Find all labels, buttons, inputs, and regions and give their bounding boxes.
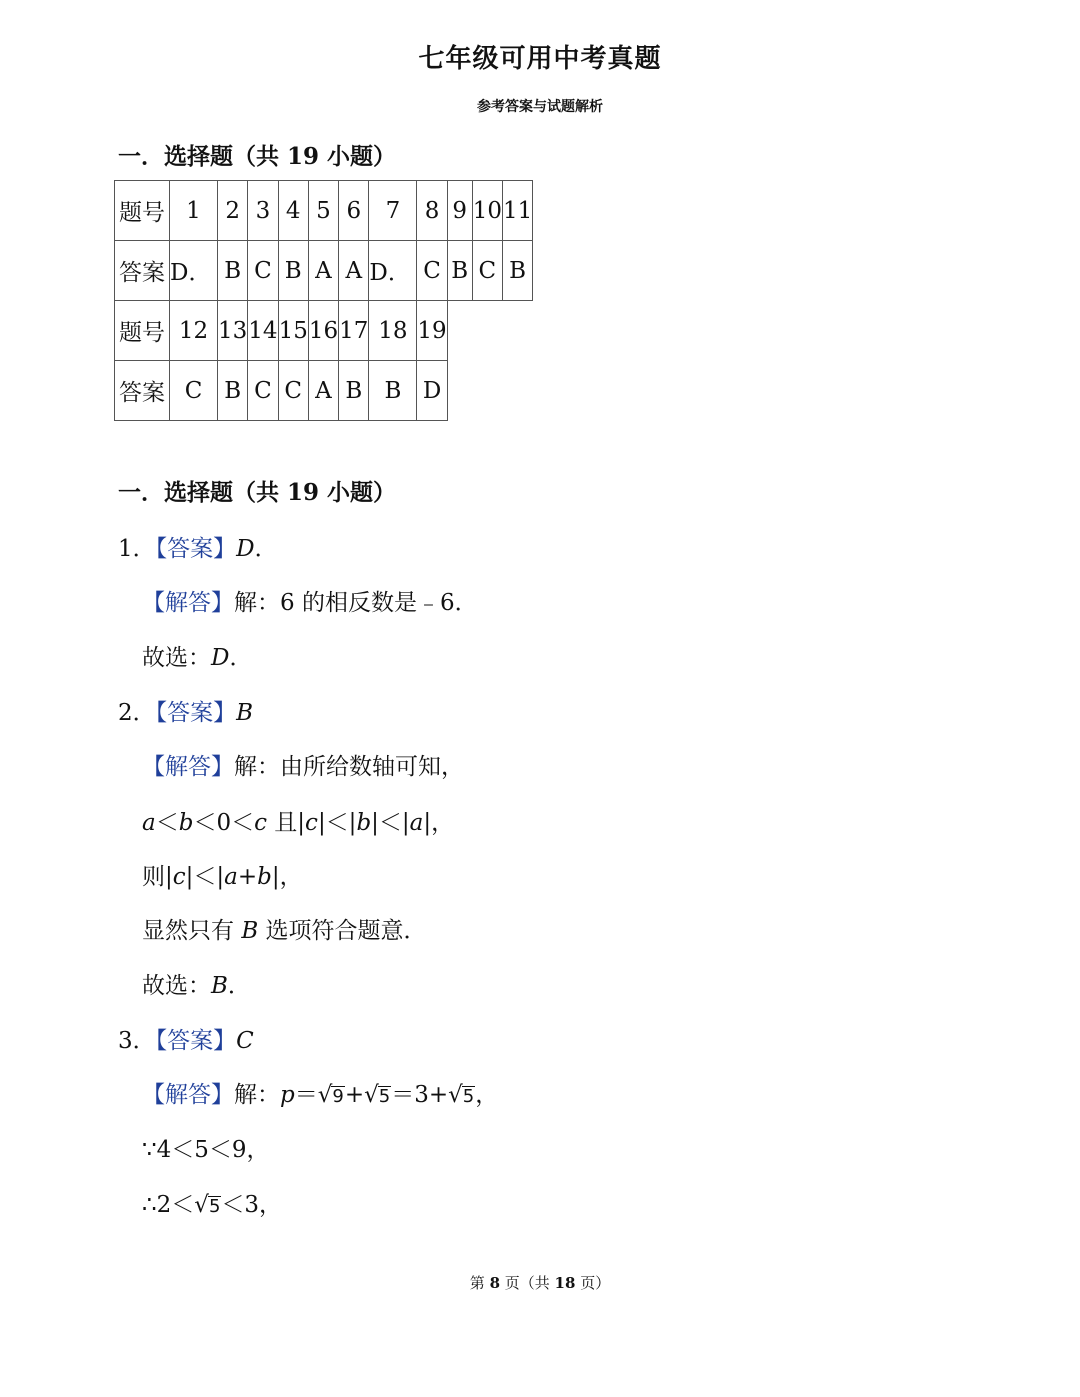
section-heading-choice: 一．选择题（共 19 小题） <box>118 143 397 170</box>
table-cell: B <box>339 361 369 421</box>
answer-tag: 【答案】 <box>155 536 237 562</box>
table-empty-cell <box>502 301 532 361</box>
table-cell: C <box>472 241 502 301</box>
table-cell: 15 <box>278 301 308 361</box>
table-cell: B <box>447 241 472 301</box>
table-empty-cell <box>502 361 532 421</box>
table-cell: 14 <box>248 301 278 361</box>
table-cell: C <box>248 241 278 301</box>
q2-answer-line <box>118 694 253 727</box>
answer-table <box>114 180 533 421</box>
q2-choose-line: 故选：B． <box>142 973 251 999</box>
solve-text: 解：6 的相反数是﹣6． <box>234 590 478 616</box>
table-cell: D． <box>369 241 417 301</box>
table-row <box>115 241 533 301</box>
answer-value: B <box>236 700 254 726</box>
table-row <box>115 301 533 361</box>
table-cell: C <box>170 361 218 421</box>
solve-text: 解：由所给数轴可知， <box>234 754 464 780</box>
table-cell: 5 <box>308 181 338 241</box>
q2-inequality-line: a＜b＜0＜c 且|c|＜|b|＜|a|， <box>142 810 455 836</box>
table-cell: 12 <box>170 301 218 361</box>
table-cell: B <box>218 241 248 301</box>
q3-therefore-line: ∴2＜√5＜3， <box>142 1192 283 1218</box>
table-cell: B <box>218 361 248 421</box>
question-number: 3． <box>118 1028 156 1054</box>
table-empty-cell <box>472 301 502 361</box>
table-cell: C <box>278 361 308 421</box>
table-row <box>115 361 533 421</box>
table-cell: 9 <box>447 181 472 241</box>
q3-solve-line: 【解答】解：p＝√9+√5＝3+√5， <box>142 1082 499 1108</box>
table-cell: 16 <box>308 301 338 361</box>
q2-conclusion-line: 显然只有 B 选项符合题意． <box>142 918 427 944</box>
table-cell: 10 <box>472 181 502 241</box>
table-cell: 4 <box>278 181 308 241</box>
sqrt-5: √5 <box>448 1082 475 1108</box>
table-empty-cell <box>447 361 472 421</box>
table-cell: 17 <box>339 301 369 361</box>
document-title: 七年级可用中考真题 <box>418 44 662 74</box>
q1-answer-line: 1．【答案】D． <box>118 536 278 562</box>
answer-value: C <box>236 1028 254 1054</box>
table-empty-cell <box>447 301 472 361</box>
q1-choose-line: 故选：D． <box>142 645 253 671</box>
table-cell: 18 <box>369 301 417 361</box>
table-cell: D． <box>170 241 218 301</box>
table-row <box>115 181 533 241</box>
table-cell: 1 <box>170 181 218 241</box>
page-footer: 第 8 页（共 18 页） <box>469 1274 611 1292</box>
sqrt-9: √9 <box>317 1082 344 1108</box>
table-header-cell: 答案 <box>115 241 170 301</box>
table-header-cell: 答案 <box>115 361 170 421</box>
q3-because-line: ∵4＜5＜9， <box>142 1137 270 1163</box>
q2-abs-line: 则|c|＜|a+b|， <box>142 864 303 890</box>
table-cell: D <box>417 361 447 421</box>
table-empty-cell <box>472 361 502 421</box>
table-cell: A <box>339 241 369 301</box>
sqrt-5: √5 <box>194 1192 221 1218</box>
table-cell: 19 <box>417 301 447 361</box>
table-cell: 3 <box>248 181 278 241</box>
table-cell: A <box>308 241 338 301</box>
q2-solve-line <box>142 748 464 781</box>
table-cell: 2 <box>218 181 248 241</box>
q3-answer-line <box>118 1022 254 1055</box>
answer-tag: 【答案】 <box>155 1028 237 1054</box>
answer-tag: 【答案】 <box>155 700 237 726</box>
section-heading-solutions: 一．选择题（共 19 小题） <box>118 479 397 506</box>
table-cell: C <box>417 241 447 301</box>
table-cell: 7 <box>369 181 417 241</box>
table-header-cell: 题号 <box>115 181 170 241</box>
table-cell: B <box>369 361 417 421</box>
table-cell: 13 <box>218 301 248 361</box>
table-cell: B <box>278 241 308 301</box>
solve-tag: 【解答】 <box>142 1082 234 1108</box>
table-cell: 8 <box>417 181 447 241</box>
solve-tag: 【解答】 <box>142 754 234 780</box>
answer-value: D <box>236 536 255 562</box>
table-header-cell: 题号 <box>115 301 170 361</box>
q1-solve-line <box>142 584 478 617</box>
table-cell: 11 <box>502 181 532 241</box>
sqrt-5: √5 <box>364 1082 391 1108</box>
question-number: 1． <box>118 536 156 562</box>
document-subtitle: 参考答案与试题解析 <box>477 99 603 115</box>
question-number: 2． <box>118 700 156 726</box>
table-cell: 6 <box>339 181 369 241</box>
page-total: 18 <box>554 1274 576 1292</box>
solve-tag: 【解答】 <box>142 590 234 616</box>
table-cell: B <box>502 241 532 301</box>
page-number: 8 <box>489 1274 500 1292</box>
table-cell: C <box>248 361 278 421</box>
table-cell: A <box>308 361 338 421</box>
